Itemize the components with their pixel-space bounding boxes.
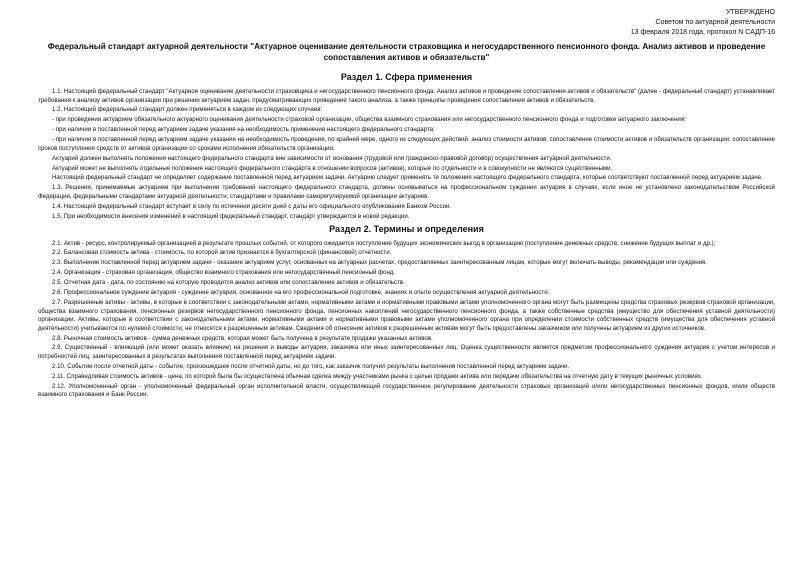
paragraph: 2.12. Уполномоченный орган - уполномоченный федеральный орган исполнительной власти, осуществляющий государственное регулирование деятельности страховых организаций и/или негосударственных пенсионных фондов, и/или обществ взаимного страхования и Банк России. <box>38 382 775 399</box>
paragraph: 2.10. Событие после отчетной даты - событие, произошедшее после отчетной даты, но до того, как заказчик получил результаты выполнения поставленной перед актуарием задачи. <box>52 362 570 370</box>
section-2-body <box>38 240 775 400</box>
paragraph: 2.9. Существенный - влияющий (или может оказать влияние) на решения и выводы актуария, заказчика или иных заинтересованных лиц. Оценка существенности является предметом профессионального суждения актуария с учетом интересов и потребностей лиц, заинтересованных в результатах выполнения поставленной перед актуарием задачи. <box>38 344 775 361</box>
paragraph: 1.5. При необходимости внесения изменений в настоящий федеральный стандарт, стандарт утверждается в новой редакции. <box>52 212 410 220</box>
section-2-heading: Раздел 2. Термины и определения <box>329 223 484 234</box>
approval-body: Советом по актуарной деятельности <box>655 19 775 26</box>
approval-protocol: 13 февраля 2018 года, протокол N САДП-16 <box>630 29 775 36</box>
paragraph: 2.4. Организация - страховая организация, общество взаимного страхования или негосударственный пенсионный фонд. <box>52 269 396 277</box>
approval-block <box>38 8 775 38</box>
paragraph: 2.11. Справедливая стоимость активов - цена, по которой была бы осуществлена обычная сделка между участниками рынка с целью продажи актива или передачи обязательства на отчетную дату в текущих рыночных условиях. <box>52 372 703 380</box>
section-1-heading: Раздел 1. Сфера применения <box>340 72 473 82</box>
paragraph: - при проведении актуарием обязательного актуарного оценивания деятельности страховой организации, общества взаимного страхования или негосударственного пенсионного фонда и подготовке актуарного заключения; <box>52 116 686 124</box>
paragraph: Актуарий должен выполнять положения настоящего федерального стандарта вне зависимости от основания (трудовой или гражданско-правовой договор) осуществления актуарной деятельности. <box>52 154 612 162</box>
paragraph: - при наличии в поставленной перед актуарием задаче указания на необходимость применения настоящего федерального стандарта; <box>52 126 435 134</box>
document-page <box>38 8 775 401</box>
paragraph: 2.8. Рыночная стоимость активов - сумма денежных средств, которая может быть получена в результате продажи указанных активов. <box>52 334 433 342</box>
paragraph: 1.3. Решения, принимаемые актуарием при выполнении требований настоящего федерального стандарта, должны основываться на профессиональном суждении актуария в случаях, если иное не установлено законодательством Российской Федерации, федеральными стандартами актуарной деятельности, стандартами и правилами саморегулируемой организации актуариев. <box>38 184 775 200</box>
paragraph: 1.1. Настоящий федеральный стандарт "Актуарное оценивание деятельности страховщика и негосударственного пенсионного фонда. Анализ активов и проведение сопоставления активов и обязательств" (далее - федеральный стандарт) устанавливает требования к анализу активов организации при решении актуарием задач, предусматривающих проведение такого анализа, а также принципы проведения сопоставления активов и обязательств. <box>38 88 775 104</box>
paragraph: 1.4. Настоящий федеральный стандарт вступает в силу по истечении десяти дней с даты его официального опубликования Банком России. <box>52 202 451 210</box>
paragraph: - при наличии в поставленной перед актуарием задаче указания на необходимость проведения, по крайней мере, одного из следующих действий: анализ стоимости активов; сопоставление стоимости активов и обязательств организации; сопоставление сроков поступления средств от активов организации со сроками исполнения обязательств организации. <box>38 136 775 152</box>
paragraph: 1.2. Настоящий федеральный стандарт должен применяться в каждом из следующих случаев: <box>52 106 323 114</box>
paragraph: Актуарий может не выполнять отдельные положения настоящего федерального стандарта в отношении вопросов (активов), которые по отдельности и в совокупности не являются существенными. <box>52 164 613 172</box>
paragraph: 2.7. Разрешенные активы - активы, в которые в соответствии с законодательными актами, нормативными актами и нормативными правовыми актами уполномоченного органа могут быть размещены средства страховых резервов страховой организации, общества взаимного страхования, пенсионных резервов негосударственного пенсионного фонда, пенсионных накоплений негосударственного пенсионного фонда, а также собственные средства (имущество для обеспечения уставной деятельности) организации. Активы, которые в соответствии с законодательными актами, нормативными актами и нормативными правовыми актами уполномоченного органа при определении стоимости собственных средств (имущества для обеспечения уставной деятельности) учитываются по нулевой стоимости, не относятся к разрешенным активам. Сведения об отнесении активов к разрешенным активам могут быть предоставлены заказчиком или получены актуарием из других источников. <box>38 298 775 332</box>
document-title: Федеральный стандарт актуарной деятельности "Актуарное оценивание деятельности страховщика и негосударственного пенсионного фонда. Анализ активов и проведение сопоставления активов и обязательств" <box>47 42 766 62</box>
section-1-body <box>38 88 775 221</box>
paragraph: 2.2. Балансовая стоимость актива - стоимость, по которой актив признается в бухгалтерской (финансовой) отчетности. <box>52 249 392 257</box>
paragraph: 2.6. Профессиональное суждение актуария - суждение актуария, основанное на его профессиональной подготовке, знаниях и опыте осуществления актуарной деятельности. <box>52 289 550 297</box>
paragraph: Настоящий федеральный стандарт не определяет содержание поставленной перед актуарием задачи. Актуарию следует применять те положения настоящего федерального стандарта, которые соответствуют поставленной перед актуарием задаче. <box>52 174 763 182</box>
approval-status: УТВЕРЖДЕНО <box>725 9 775 16</box>
paragraph: 2.1. Актив - ресурс, контролируемый организацией в результате прошлых событий, от которого ожидается поступление будущих экономических выгод в организацию (поступление денежных средств, снижение будущих выплат и др.). <box>52 239 716 247</box>
paragraph: 2.5. Отчетная дата - дата, по состоянию на которую проводится анализ активов или сопоставление активов и обязательств. <box>52 279 405 287</box>
paragraph: 2.3. Выполнение поставленной перед актуарием задачи - оказание актуарием услуг, основанных на актуарных расчетах, предоставляемых заинтересованным лицам, которые могут включать выводы, рекомендации или суждения. <box>52 259 707 267</box>
